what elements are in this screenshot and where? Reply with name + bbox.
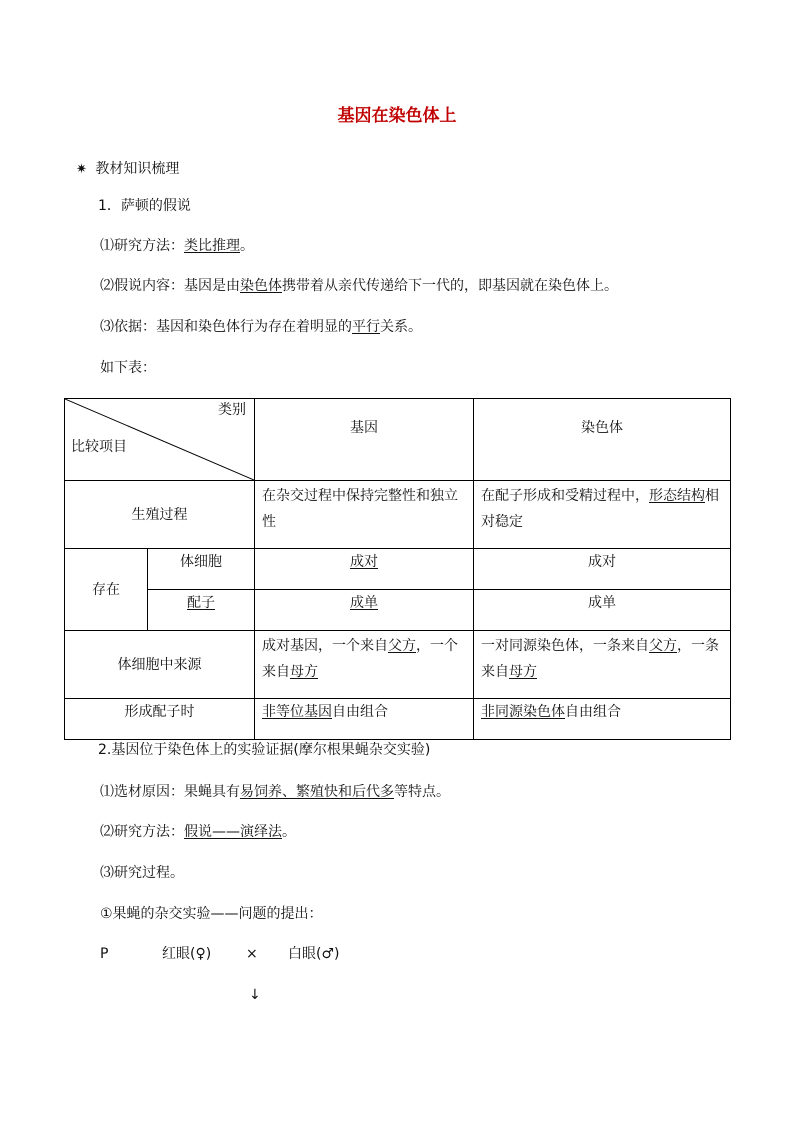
underlined-answer: 繁殖快: [296, 784, 338, 800]
cross-p-label: P: [100, 946, 109, 962]
text: ⑵研究方法：: [100, 824, 184, 840]
underlined-answer: 非等位基因: [262, 704, 332, 720]
star-icon: ✷: [76, 162, 87, 177]
cross-times: ×: [246, 946, 258, 962]
underlined-answer: 父方: [388, 638, 416, 654]
cell-gene-reproduction: 在杂交过程中保持完整性和独立性: [255, 481, 474, 549]
text: 自由组合: [565, 704, 621, 720]
text: 。: [240, 238, 254, 254]
underlined-answer: 、: [282, 784, 296, 800]
heading-2: 2.基因位于染色体上的实验证据(摩尔根果蝇杂交实验): [98, 742, 431, 758]
line-research-process: ⑶研究过程。: [100, 865, 184, 881]
text: ⑵假说内容：基因是由: [100, 278, 240, 294]
underlined-answer: 父方: [649, 638, 677, 654]
underlined-answer: 和: [338, 784, 352, 800]
text: 关系。: [380, 319, 422, 335]
cell-gene-gamete: [255, 590, 474, 631]
row-label-gamete: [148, 590, 255, 631]
cross-male: 白眼(♂): [288, 946, 340, 962]
text: ，一条来自: [481, 638, 719, 680]
corner-cell: [65, 399, 255, 481]
underlined-answer: 母方: [509, 664, 537, 680]
cell-chrom-origin: [474, 631, 731, 699]
text: 等特点。: [394, 784, 450, 800]
underlined-answer: 配子: [187, 595, 215, 611]
line-table-intro: 如下表：: [100, 360, 156, 376]
header-gene: 基因: [255, 399, 474, 481]
row-label-exist: 存在: [65, 549, 148, 631]
text: 一对同源染色体，一条来自: [481, 638, 649, 654]
comparison-table: [64, 398, 731, 740]
cross-female: 红眼(♀): [162, 946, 212, 962]
underlined-answer: 平行: [352, 319, 380, 335]
underlined-answer: 非同源染色体: [481, 704, 565, 720]
cell-gene-somatic: [255, 549, 474, 590]
cell-chrom-somatic: 成对: [474, 549, 731, 590]
line-method: [100, 237, 254, 255]
row-label-somatic: 体细胞: [148, 549, 255, 590]
text: 在配子形成和受精过程中，: [481, 488, 649, 504]
underlined-answer: 成对: [350, 554, 378, 570]
text: ⑴选材原因：果蝇具有: [100, 784, 240, 800]
text: 携带着从亲代传递给下一代的，即基因就在染色体上。: [282, 278, 618, 294]
cell-gene-origin: [255, 631, 474, 699]
cell-chrom-gamete-formation: [474, 699, 731, 740]
section-label: 教材知识梳理: [95, 161, 180, 177]
underlined-answer: 染色体: [240, 278, 282, 294]
text: ⑴研究方法：: [100, 238, 184, 254]
corner-bottom-label: 比较项目: [71, 439, 127, 455]
row-label-origin: 体细胞中来源: [65, 631, 255, 699]
corner-top-label: 类别: [218, 402, 246, 418]
underlined-answer: 母方: [290, 664, 318, 680]
down-arrow-icon: ↓: [249, 987, 261, 1003]
cell-gene-gamete-formation: [255, 699, 474, 740]
page-title: 基因在染色体上: [337, 106, 457, 126]
line-basis: [100, 318, 422, 336]
line-research-method: [100, 823, 296, 841]
text: ，一个来自: [262, 638, 458, 680]
text: ⑶依据：基因和染色体行为存在着明显的: [100, 319, 352, 335]
text: 成对基因，一个来自: [262, 638, 388, 654]
line-hypothesis: [100, 277, 618, 295]
section-heading: [76, 160, 179, 179]
heading-1: 1．萨顿的假说: [98, 198, 191, 214]
cell-chrom-gamete: 成单: [474, 590, 731, 631]
row-label-reproduction: 生殖过程: [65, 481, 255, 549]
header-chromosome: 染色体: [474, 399, 731, 481]
row-label-gamete-formation: 形成配子时: [65, 699, 255, 740]
text: 自由组合: [332, 704, 388, 720]
underlined-answer: 易饲养: [240, 784, 282, 800]
underlined-answer: 类比推理: [184, 238, 240, 254]
line-material-reason: [100, 783, 450, 801]
line-cross-experiment: ①果蝇的杂交实验——问题的提出：: [100, 906, 323, 922]
text: 。: [282, 824, 296, 840]
underlined-answer: 形态结构: [649, 488, 705, 504]
cell-chrom-reproduction: [474, 481, 731, 549]
text: 相对稳定: [481, 488, 719, 530]
underlined-answer: 假说——演绎法: [184, 824, 282, 840]
underlined-answer: 成单: [350, 595, 378, 611]
underlined-answer: 后代多: [352, 784, 394, 800]
